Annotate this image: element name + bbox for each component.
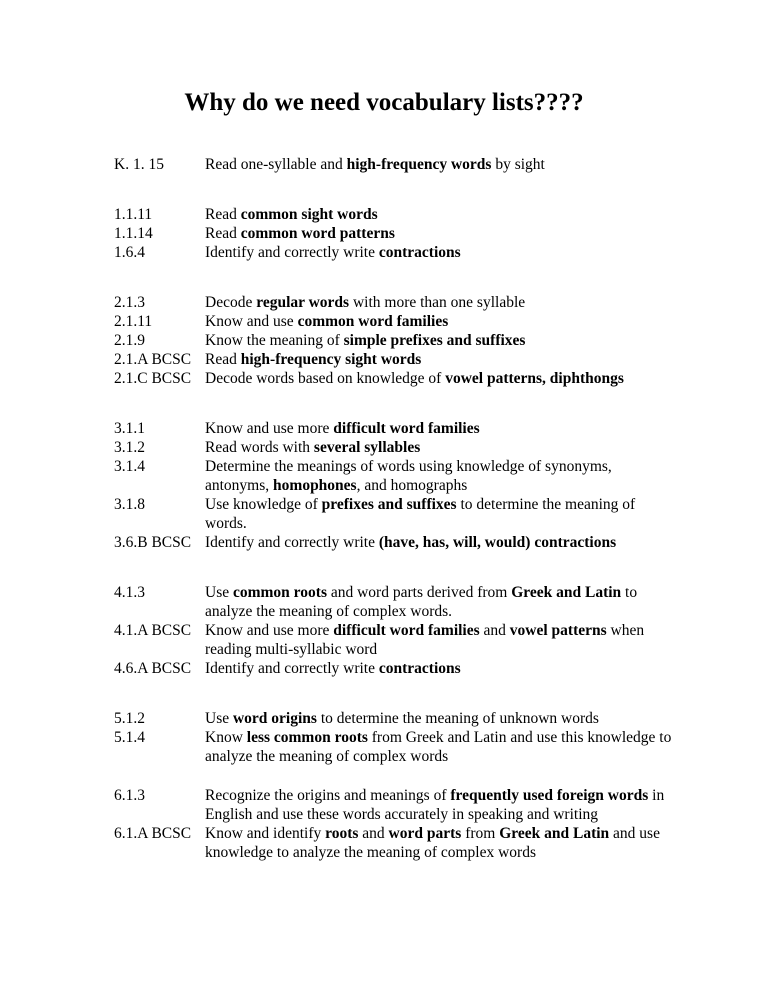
key-term: less common roots — [246, 729, 368, 746]
description-text: , and homographs — [356, 477, 468, 494]
description-text: and word parts derived from — [326, 584, 512, 601]
standard-code: 4.6.A BCSC — [114, 660, 192, 677]
standard-code: 6.1.3 — [114, 787, 145, 804]
key-term: word origins — [232, 710, 317, 727]
description-text: Use — [205, 710, 233, 727]
standard-description — [205, 824, 675, 862]
description-text: Know — [205, 729, 247, 746]
key-term: common word patterns — [240, 225, 395, 242]
standard-description — [205, 709, 675, 728]
standard-description — [205, 457, 675, 495]
standard-description — [205, 224, 675, 243]
standard-code: 6.1.A BCSC — [114, 825, 192, 842]
description-text: Use — [205, 584, 233, 601]
key-term: Greek and Latin — [511, 584, 622, 601]
key-term: difficult word families — [333, 420, 480, 437]
standard-description — [205, 621, 675, 659]
standard-code: 3.1.1 — [114, 420, 145, 437]
description-text: Read — [205, 206, 241, 223]
key-term: simple prefixes and suffixes — [343, 332, 526, 349]
key-term: prefixes and suffixes — [321, 496, 457, 513]
description-text: Decode — [205, 294, 257, 311]
description-text: when reading multi-syllabic word — [205, 622, 645, 658]
standard-code: 2.1.3 — [114, 294, 145, 311]
description-text: with more than one syllable — [349, 294, 526, 311]
key-term: contractions — [378, 244, 461, 261]
description-text: Use knowledge of — [205, 496, 322, 513]
key-term: word parts — [388, 825, 462, 842]
standard-description — [205, 495, 675, 533]
standard-code: 2.1.11 — [114, 313, 153, 330]
key-term: frequently used foreign words — [450, 787, 649, 804]
standard-code: 1.1.11 — [114, 206, 153, 223]
key-term: common word families — [297, 313, 449, 330]
standard-description — [205, 155, 675, 174]
standard-code: 1.6.4 — [114, 244, 145, 261]
description-text: from Greek and Latin and use this knowledge to analyze the meaning of complex words — [205, 729, 672, 765]
standard-code: 2.1.C BCSC — [114, 370, 192, 387]
standard-code: K. 1. 15 — [114, 156, 164, 173]
key-term: difficult word families — [333, 622, 480, 639]
standard-code: 1.1.14 — [114, 225, 153, 242]
description-text: Decode words based on knowledge of — [205, 370, 446, 387]
key-term: Greek and Latin — [499, 825, 610, 842]
standard-description — [205, 438, 675, 457]
description-text: Determine the meanings of words using knowledge of synonyms, antonyms, — [205, 458, 612, 494]
description-text: Know the meaning of — [205, 332, 344, 349]
description-text: Know and use more — [205, 622, 334, 639]
standard-description — [205, 728, 675, 766]
standard-description — [205, 369, 675, 388]
key-term: regular words — [256, 294, 350, 311]
description-text: Read — [205, 351, 241, 368]
description-text: Read words with — [205, 439, 314, 456]
description-text: Identify and correctly write — [205, 244, 379, 261]
standard-description — [205, 583, 675, 621]
standard-code: 4.1.3 — [114, 584, 145, 601]
key-term: vowel patterns — [509, 622, 607, 639]
standard-description — [205, 533, 675, 552]
key-term: high-frequency sight words — [240, 351, 422, 368]
page-title: Why do we need vocabulary lists???? — [184, 89, 584, 116]
standard-code: 3.1.8 — [114, 496, 145, 513]
key-term: homophones — [273, 477, 357, 494]
standard-description — [205, 350, 675, 369]
key-term: common sight words — [240, 206, 378, 223]
description-text: Know and use — [205, 313, 298, 330]
standard-code: 4.1.A BCSC — [114, 622, 192, 639]
description-text: and use knowledge to analyze the meaning of complex words — [205, 825, 660, 861]
standard-code: 3.1.2 — [114, 439, 145, 456]
standard-description — [205, 243, 675, 262]
standard-description — [205, 419, 675, 438]
description-text: Know and identify — [205, 825, 326, 842]
key-term: vowel patterns, diphthongs — [445, 370, 624, 387]
key-term: contractions — [378, 660, 461, 677]
standard-description — [205, 786, 675, 824]
key-term: (have, has, will, would) contractions — [378, 534, 617, 551]
description-text: by sight — [491, 156, 545, 173]
standard-code: 2.1.A BCSC — [114, 351, 192, 368]
description-text: in English and use these words accurately in speaking and writing — [205, 787, 665, 823]
description-text: to determine the meaning of unknown words — [316, 710, 599, 727]
standard-code: 2.1.9 — [114, 332, 145, 349]
standard-code: 5.1.2 — [114, 710, 145, 727]
description-text: Read one-syllable and — [205, 156, 347, 173]
description-text: Know and use more — [205, 420, 334, 437]
description-text: Recognize the origins and meanings of — [205, 787, 451, 804]
description-text: to determine the meaning of words. — [205, 496, 636, 532]
description-text: and — [479, 622, 510, 639]
description-text: from — [461, 825, 500, 842]
standard-code: 5.1.4 — [114, 729, 145, 746]
description-text: and — [358, 825, 389, 842]
standard-code: 3.6.B BCSC — [114, 534, 192, 551]
standard-description — [205, 659, 675, 678]
description-text: to analyze the meaning of complex words. — [205, 584, 638, 620]
key-term: common roots — [232, 584, 327, 601]
standard-description — [205, 312, 675, 331]
description-text: Identify and correctly write — [205, 660, 379, 677]
standard-description — [205, 205, 675, 224]
standard-description — [205, 293, 675, 312]
key-term: roots — [325, 825, 359, 842]
key-term: several syllables — [313, 439, 421, 456]
key-term: high-frequency words — [346, 156, 492, 173]
standard-description — [205, 331, 675, 350]
description-text: Identify and correctly write — [205, 534, 379, 551]
standard-code: 3.1.4 — [114, 458, 145, 475]
description-text: Read — [205, 225, 241, 242]
